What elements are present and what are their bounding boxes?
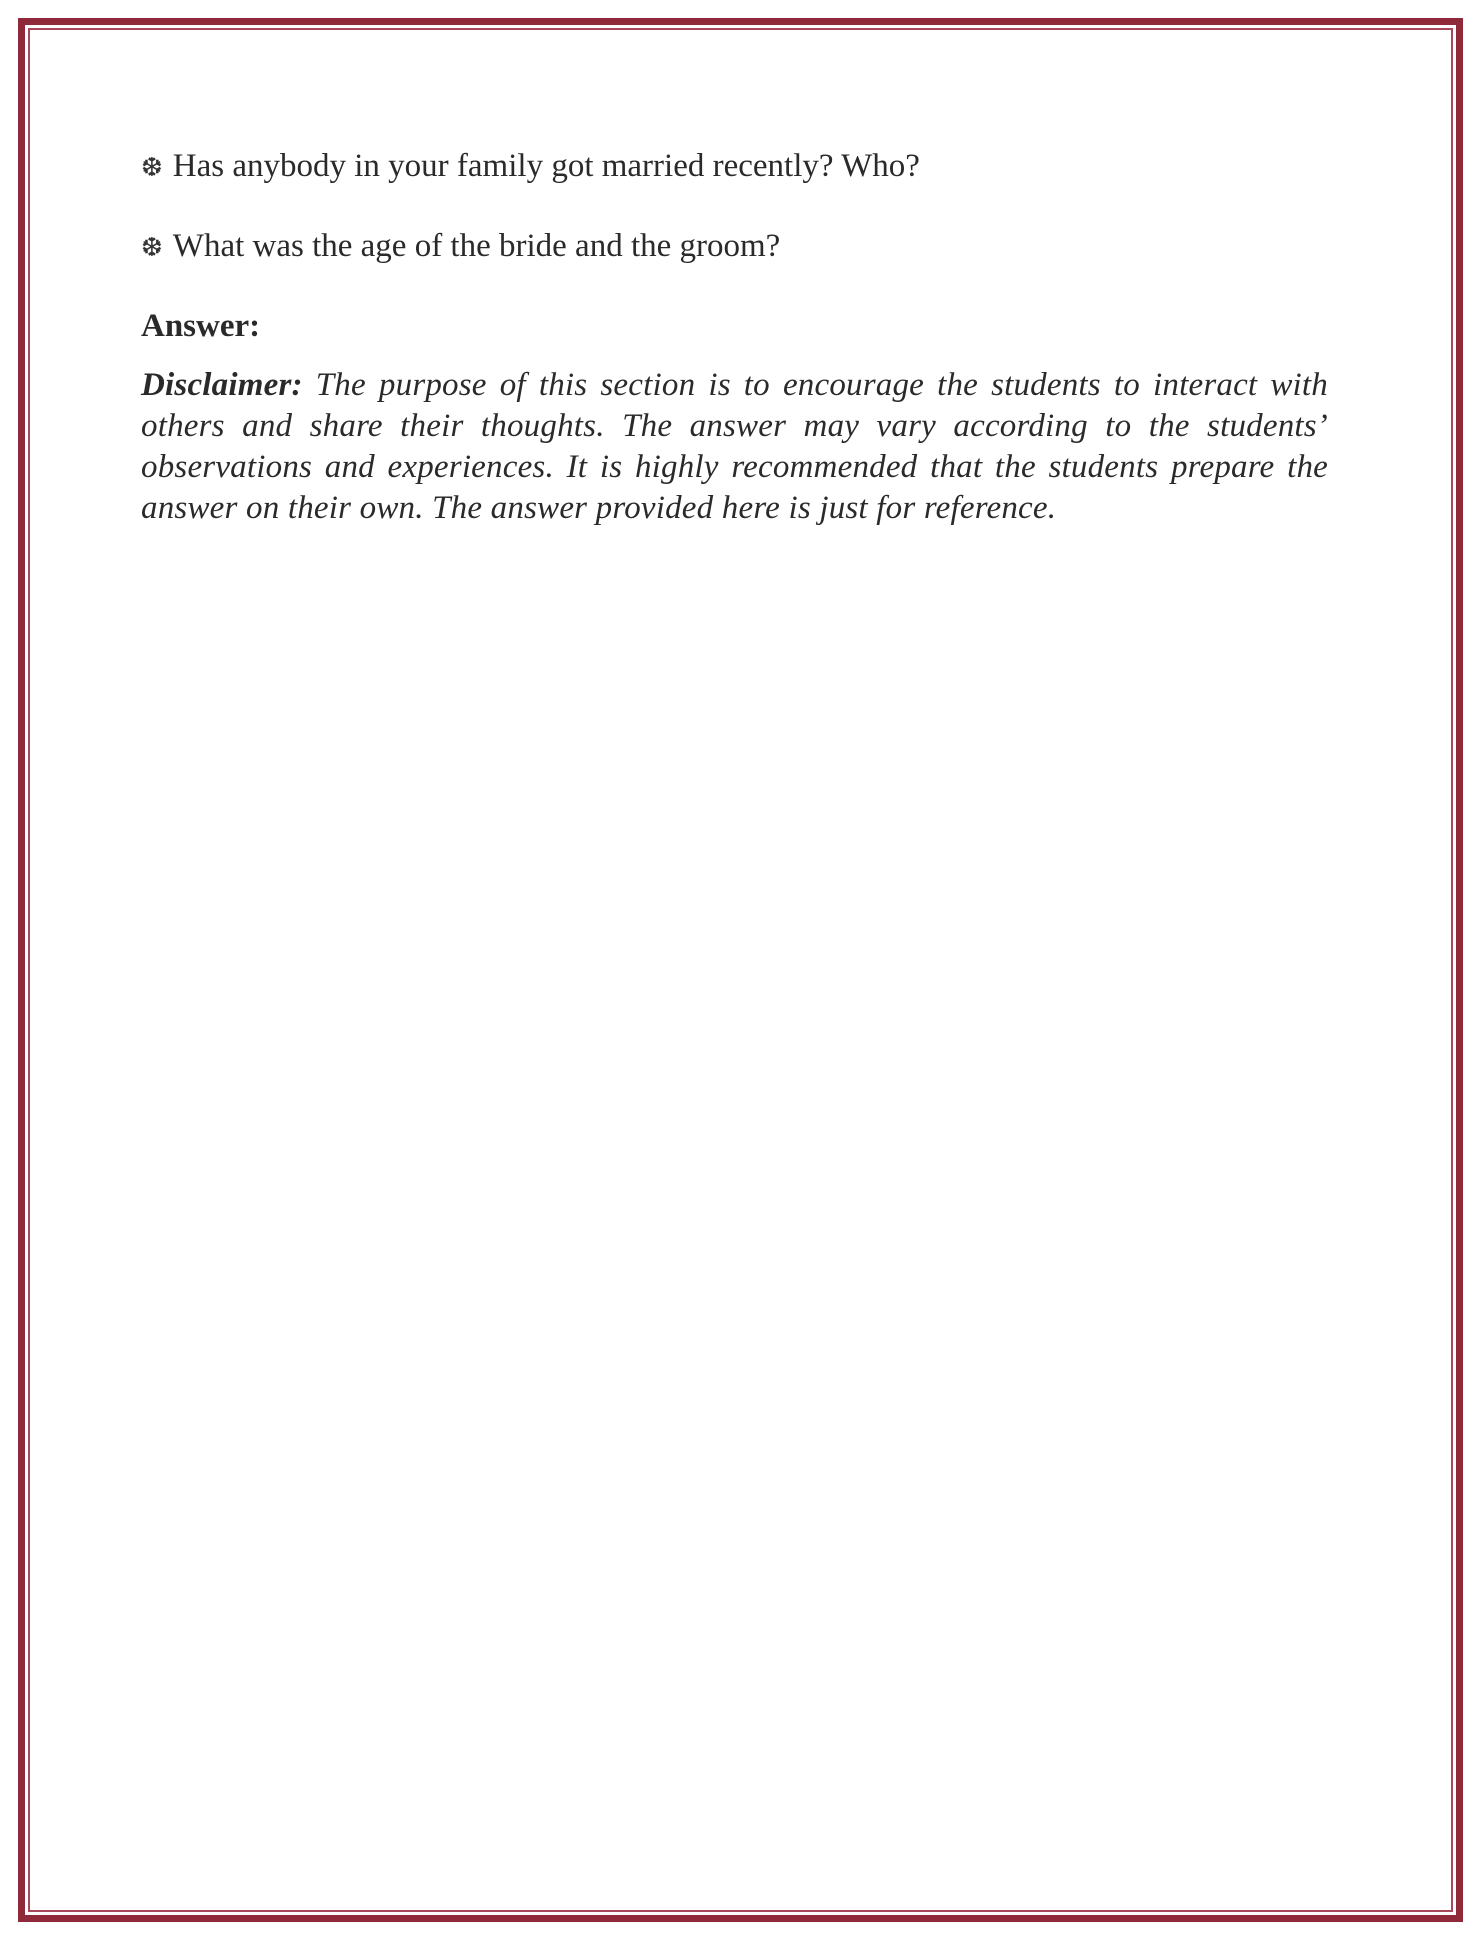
disclaimer-label: Disclaimer: bbox=[141, 367, 303, 403]
question-item bbox=[141, 146, 1328, 188]
question-text: Has anybody in your family got married recently? Who? bbox=[172, 148, 920, 184]
snowflake-bullet-icon: ❆ bbox=[141, 233, 163, 262]
question-text: What was the age of the bride and the groom? bbox=[172, 228, 781, 264]
snowflake-bullet-icon: ❆ bbox=[141, 153, 163, 182]
page-content bbox=[141, 146, 1328, 529]
disclaimer-paragraph bbox=[141, 365, 1328, 529]
disclaimer-text: The purpose of this section is to encourage the students to interact with others and share their thoughts. The answer may vary according to the students’ observations and experiences. It is highly recommended that the students prepare the answer on their own. The answer provided here is just for reference. bbox=[141, 367, 1328, 526]
question-item bbox=[141, 226, 1328, 268]
answer-heading: Answer: bbox=[141, 308, 261, 344]
